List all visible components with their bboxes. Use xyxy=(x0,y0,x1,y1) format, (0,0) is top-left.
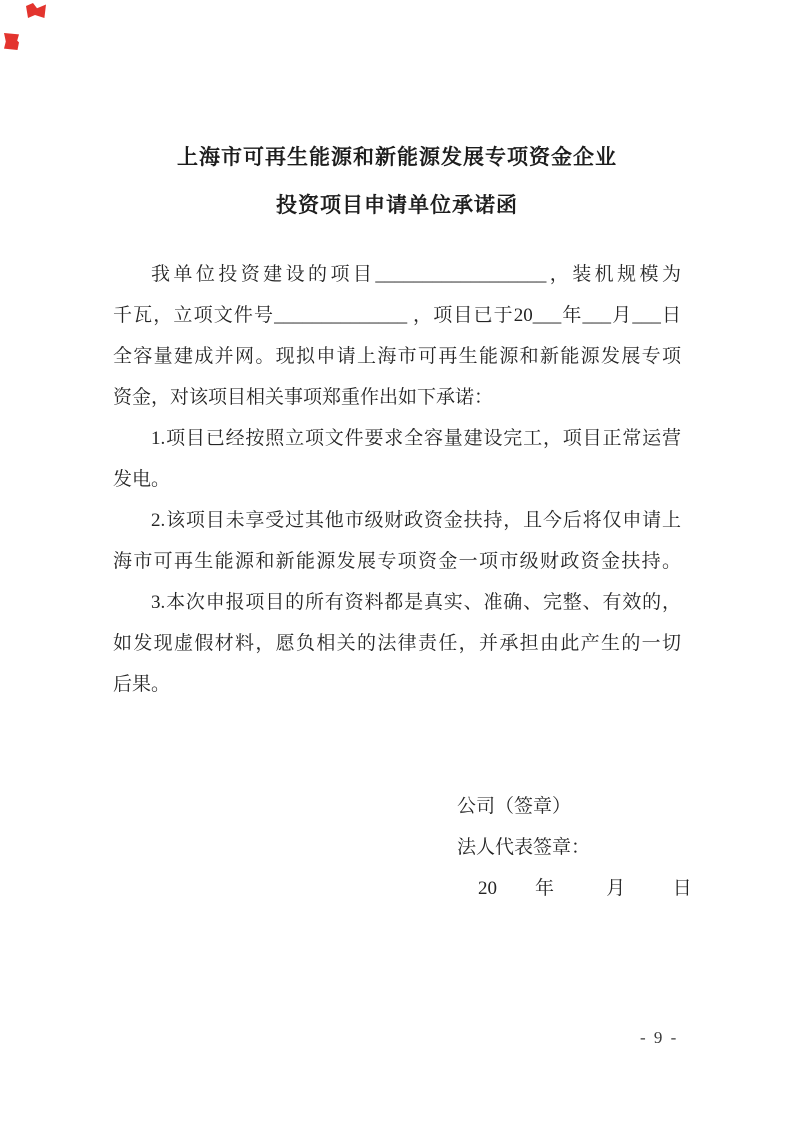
body-line: 千瓦，立项文件号______________ ，项目已于20___年___月___日 xyxy=(113,305,681,326)
signature-block xyxy=(457,786,692,909)
body-line: 我单位投资建设的项目__________________，装机规模为 xyxy=(151,264,681,285)
red-stamp-fragment-left xyxy=(4,33,19,50)
body-line: 后果。 xyxy=(113,674,171,695)
body-line: 1.项目已经按照立项文件要求全容量建设完工，项目正常运营 xyxy=(151,428,681,449)
body-line: 资金，对该项目相关事项郑重作出如下承诺： xyxy=(113,387,494,408)
body-line: 3.本次申报项目的所有资料都是真实、准确、完整、有效的， xyxy=(151,592,681,613)
document-title-line1: 上海市可再生能源和新能源发展专项资金企业 xyxy=(177,145,617,169)
body-line: 海市可再生能源和新能源发展专项资金一项市级财政资金扶持。 xyxy=(113,551,681,572)
document-title-line2: 投资项目申请单位承诺函 xyxy=(276,193,518,217)
body-line: 2.该项目未享受过其他市级财政资金扶持，且今后将仅申请上 xyxy=(151,510,681,531)
body-line: 如发现虚假材料，愿负相关的法律责任，并承担由此产生的一切 xyxy=(113,633,681,654)
legal-representative-line: 法人代表签章： xyxy=(457,837,591,858)
body-line: 全容量建成并网。现拟申请上海市可再生能源和新能源发展专项 xyxy=(113,346,681,367)
page-number: - 9 - xyxy=(640,1028,679,1047)
company-seal-line: 公司（签章） xyxy=(457,796,572,817)
red-stamp-fragment-top xyxy=(26,3,46,18)
signature-date-line: 20 年 月 日 xyxy=(478,878,692,899)
body-line: 发电。 xyxy=(113,469,171,490)
document-body xyxy=(113,254,681,705)
